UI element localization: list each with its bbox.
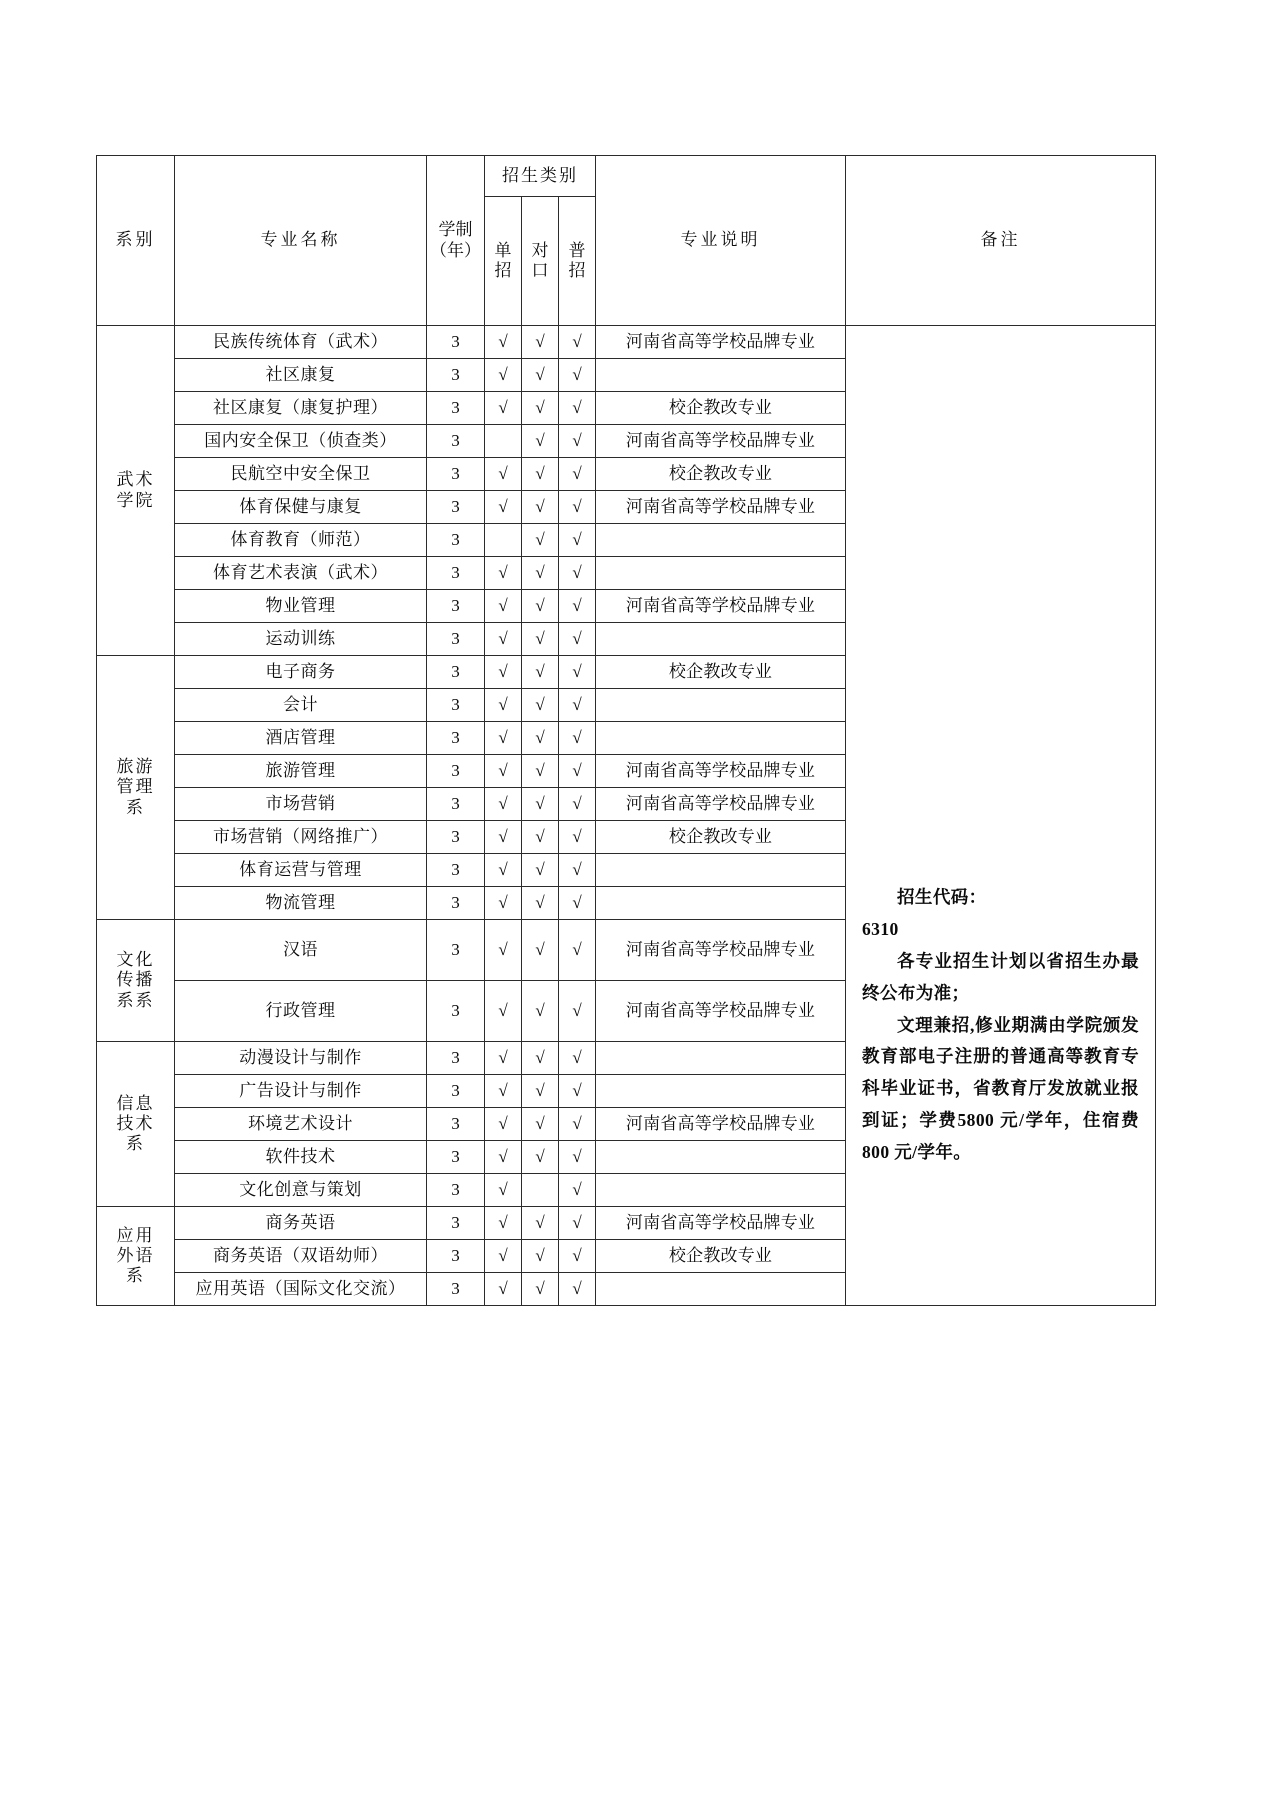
study-years-cell: 3: [427, 458, 485, 491]
checkmark-danzhao: [485, 854, 522, 887]
checkmark-danzhao: [485, 722, 522, 755]
checkmark-puzhao: [559, 524, 596, 557]
study-years-cell: 3: [427, 981, 485, 1042]
check-icon: √: [535, 939, 545, 959]
dept-name-line: 技术: [116, 1113, 155, 1133]
check-icon: √: [572, 496, 582, 516]
check-icon: √: [498, 364, 508, 384]
major-name-cell: 体育教育（师范）: [175, 524, 427, 557]
enrollment-table: [96, 155, 1156, 1306]
study-years-cell: 3: [427, 1042, 485, 1075]
study-years-cell: 3: [427, 920, 485, 981]
checkmark-danzhao: [485, 1174, 522, 1207]
header-remark: 备注: [846, 156, 1156, 326]
check-icon: √: [535, 496, 545, 516]
checkmark-duikou: [522, 854, 559, 887]
check-icon: √: [572, 1080, 582, 1100]
check-icon: √: [535, 859, 545, 879]
major-name-cell: 物流管理: [175, 887, 427, 920]
major-name-cell: 环境艺术设计: [175, 1108, 427, 1141]
checkmark-danzhao: [485, 887, 522, 920]
remark-cell: [846, 326, 1156, 1306]
study-years-cell: 3: [427, 1108, 485, 1141]
study-years-cell: 3: [427, 1141, 485, 1174]
major-description-cell: [596, 1174, 846, 1207]
checkmark-duikou: [522, 359, 559, 392]
checkmark-puzhao: [559, 425, 596, 458]
check-icon: √: [498, 628, 508, 648]
checkmark-duikou: [522, 326, 559, 359]
checkmark-puzhao: [559, 689, 596, 722]
dept-name-line: 系: [126, 1134, 145, 1154]
checkmark-puzhao: [559, 1207, 596, 1240]
check-icon: √: [498, 397, 508, 417]
header-cat-duikou-l2: 口: [531, 261, 549, 280]
major-description-cell: [596, 1141, 846, 1174]
dept-cell: [97, 1042, 175, 1207]
study-years-cell: 3: [427, 788, 485, 821]
check-icon: √: [498, 939, 508, 959]
check-icon: √: [572, 793, 582, 813]
major-description-cell: [596, 854, 846, 887]
dept-name-line: 系系: [116, 990, 155, 1010]
check-icon: √: [572, 760, 582, 780]
checkmark-duikou: [522, 920, 559, 981]
check-icon: √: [498, 562, 508, 582]
study-years-cell: 3: [427, 524, 485, 557]
dept-name-line: 学院: [116, 490, 155, 510]
check-icon: √: [572, 1245, 582, 1265]
major-description-cell: 河南省高等学校品牌专业: [596, 755, 846, 788]
major-description-cell: [596, 1042, 846, 1075]
major-name-cell: 物业管理: [175, 590, 427, 623]
check-icon: √: [535, 1000, 545, 1020]
major-name-cell: 运动训练: [175, 623, 427, 656]
checkmark-puzhao: [559, 1108, 596, 1141]
checkmark-puzhao: [559, 656, 596, 689]
study-years-cell: 3: [427, 590, 485, 623]
check-icon: √: [535, 892, 545, 912]
check-icon: √: [535, 430, 545, 450]
major-description-cell: 校企教改专业: [596, 656, 846, 689]
check-icon: √: [498, 727, 508, 747]
major-description-cell: [596, 689, 846, 722]
major-description-cell: [596, 722, 846, 755]
major-description-cell: [596, 1273, 846, 1306]
study-years-cell: 3: [427, 689, 485, 722]
check-icon: √: [572, 1278, 582, 1298]
checkmark-duikou: [522, 755, 559, 788]
check-icon: √: [535, 364, 545, 384]
checkmark-duikou: [522, 656, 559, 689]
remark-paragraph-2: 文理兼招,修业期满由学院颁发教育部电子注册的普通高等教育专科毕业证书，省教育厅发放就业报到证；学费5800 元/学年，住宿费800 元/学年。: [862, 1014, 1140, 1162]
header-years: [427, 156, 485, 326]
checkmark-danzhao: [485, 623, 522, 656]
checkmark-duikou: [522, 392, 559, 425]
checkmark-danzhao: [485, 458, 522, 491]
major-description-cell: [596, 359, 846, 392]
checkmark-danzhao: [485, 1042, 522, 1075]
dept-cell: [97, 326, 175, 656]
checkmark-danzhao: [485, 1207, 522, 1240]
checkmark-danzhao: [485, 1108, 522, 1141]
major-name-cell: 民航空中安全保卫: [175, 458, 427, 491]
checkmark-duikou: [522, 1174, 559, 1207]
major-description-cell: [596, 524, 846, 557]
major-description-cell: 校企教改专业: [596, 458, 846, 491]
check-icon: √: [498, 793, 508, 813]
checkmark-danzhao: [485, 755, 522, 788]
major-name-cell: 社区康复: [175, 359, 427, 392]
header-cat-danzhao-l1: 单: [494, 240, 512, 260]
dept-name-line: 武术: [116, 470, 155, 490]
check-icon: √: [572, 562, 582, 582]
check-icon: √: [498, 760, 508, 780]
check-icon: √: [498, 1047, 508, 1067]
checkmark-duikou: [522, 425, 559, 458]
checkmark-puzhao: [559, 359, 596, 392]
study-years-cell: 3: [427, 854, 485, 887]
checkmark-danzhao: [485, 425, 522, 458]
checkmark-puzhao: [559, 557, 596, 590]
checkmark-puzhao: [559, 920, 596, 981]
header-dept: 系别: [97, 156, 175, 326]
check-icon: √: [535, 760, 545, 780]
study-years-cell: 3: [427, 392, 485, 425]
checkmark-danzhao: [485, 656, 522, 689]
major-description-cell: 河南省高等学校品牌专业: [596, 590, 846, 623]
study-years-cell: 3: [427, 1273, 485, 1306]
check-icon: √: [572, 1000, 582, 1020]
major-name-cell: 广告设计与制作: [175, 1075, 427, 1108]
checkmark-puzhao: [559, 1042, 596, 1075]
major-name-cell: 民族传统体育（武术）: [175, 326, 427, 359]
checkmark-puzhao: [559, 1141, 596, 1174]
study-years-cell: 3: [427, 656, 485, 689]
major-name-cell: 商务英语: [175, 1207, 427, 1240]
dept-name-line: 管理: [116, 777, 155, 797]
checkmark-danzhao: [485, 1240, 522, 1273]
check-icon: √: [572, 859, 582, 879]
dept-cell: [97, 656, 175, 920]
header-row-1: [97, 156, 1156, 197]
study-years-cell: 3: [427, 623, 485, 656]
dept-name-line: 旅游: [116, 757, 155, 777]
study-years-cell: 3: [427, 1174, 485, 1207]
check-icon: √: [498, 826, 508, 846]
check-icon: √: [535, 1113, 545, 1133]
checkmark-danzhao: [485, 359, 522, 392]
study-years-cell: 3: [427, 491, 485, 524]
major-description-cell: 河南省高等学校品牌专业: [596, 1207, 846, 1240]
check-icon: √: [498, 661, 508, 681]
checkmark-danzhao: [485, 689, 522, 722]
checkmark-danzhao: [485, 981, 522, 1042]
checkmark-puzhao: [559, 722, 596, 755]
table-row: [97, 326, 1156, 359]
checkmark-duikou: [522, 689, 559, 722]
major-name-cell: 旅游管理: [175, 755, 427, 788]
header-cat-danzhao: [485, 197, 522, 326]
check-icon: √: [572, 939, 582, 959]
check-icon: √: [572, 1047, 582, 1067]
checkmark-puzhao: [559, 491, 596, 524]
check-icon: √: [572, 430, 582, 450]
major-name-cell: 行政管理: [175, 981, 427, 1042]
check-icon: √: [535, 628, 545, 648]
checkmark-danzhao: [485, 590, 522, 623]
study-years-cell: 3: [427, 326, 485, 359]
checkmark-danzhao: [485, 821, 522, 854]
checkmark-duikou: [522, 821, 559, 854]
checkmark-danzhao: [485, 1141, 522, 1174]
major-description-cell: 河南省高等学校品牌专业: [596, 491, 846, 524]
check-icon: √: [572, 661, 582, 681]
checkmark-puzhao: [559, 821, 596, 854]
major-description-cell: [596, 1075, 846, 1108]
checkmark-duikou: [522, 557, 559, 590]
check-icon: √: [572, 1146, 582, 1166]
check-icon: √: [535, 463, 545, 483]
check-icon: √: [535, 331, 545, 351]
major-name-cell: 体育运营与管理: [175, 854, 427, 887]
major-name-cell: 商务英语（双语幼师）: [175, 1240, 427, 1273]
study-years-cell: 3: [427, 1240, 485, 1273]
check-icon: √: [572, 1212, 582, 1232]
checkmark-danzhao: [485, 920, 522, 981]
check-icon: √: [535, 529, 545, 549]
checkmark-duikou: [522, 458, 559, 491]
check-icon: √: [535, 793, 545, 813]
dept-cell: [97, 1207, 175, 1306]
checkmark-duikou: [522, 491, 559, 524]
major-description-cell: 河南省高等学校品牌专业: [596, 425, 846, 458]
check-icon: √: [572, 892, 582, 912]
checkmark-puzhao: [559, 854, 596, 887]
checkmark-duikou: [522, 722, 559, 755]
check-icon: √: [498, 1000, 508, 1020]
check-icon: √: [498, 496, 508, 516]
check-icon: √: [535, 727, 545, 747]
major-name-cell: 动漫设计与制作: [175, 1042, 427, 1075]
dept-name-line: 信息: [116, 1093, 155, 1113]
check-icon: √: [498, 859, 508, 879]
major-name-cell: 酒店管理: [175, 722, 427, 755]
major-name-cell: 电子商务: [175, 656, 427, 689]
check-icon: √: [572, 397, 582, 417]
check-icon: √: [535, 1080, 545, 1100]
major-description-cell: 河南省高等学校品牌专业: [596, 1108, 846, 1141]
checkmark-duikou: [522, 590, 559, 623]
remark-paragraph-1: 各专业招生计划以省招生办最终公布为准；: [862, 950, 1140, 1003]
checkmark-puzhao: [559, 458, 596, 491]
dept-name-line: 应用: [116, 1225, 155, 1245]
major-description-cell: 校企教改专业: [596, 392, 846, 425]
header-major: 专业名称: [175, 156, 427, 326]
checkmark-danzhao: [485, 524, 522, 557]
checkmark-duikou: [522, 981, 559, 1042]
checkmark-puzhao: [559, 981, 596, 1042]
check-icon: √: [498, 331, 508, 351]
checkmark-puzhao: [559, 755, 596, 788]
major-name-cell: 文化创意与策划: [175, 1174, 427, 1207]
check-icon: √: [498, 463, 508, 483]
major-description-cell: 河南省高等学校品牌专业: [596, 920, 846, 981]
check-icon: √: [535, 1047, 545, 1067]
check-icon: √: [498, 1278, 508, 1298]
check-icon: √: [535, 1212, 545, 1232]
check-icon: √: [535, 1245, 545, 1265]
check-icon: √: [498, 1080, 508, 1100]
checkmark-puzhao: [559, 590, 596, 623]
check-icon: √: [535, 562, 545, 582]
checkmark-duikou: [522, 788, 559, 821]
checkmark-danzhao: [485, 1075, 522, 1108]
major-description-cell: [596, 623, 846, 656]
checkmark-duikou: [522, 524, 559, 557]
check-icon: √: [572, 595, 582, 615]
header-years-line2: （年）: [430, 240, 481, 260]
check-icon: √: [572, 628, 582, 648]
checkmark-puzhao: [559, 887, 596, 920]
major-name-cell: 体育保健与康复: [175, 491, 427, 524]
study-years-cell: 3: [427, 425, 485, 458]
table-body: [97, 326, 1156, 1306]
check-icon: √: [535, 826, 545, 846]
major-description-cell: [596, 887, 846, 920]
study-years-cell: 3: [427, 1207, 485, 1240]
check-icon: √: [535, 1146, 545, 1166]
check-icon: √: [572, 694, 582, 714]
check-icon: √: [498, 1113, 508, 1133]
header-cat-duikou-l1: 对: [531, 240, 549, 260]
header-cat-danzhao-l2: 招: [494, 261, 512, 280]
major-name-cell: 软件技术: [175, 1141, 427, 1174]
checkmark-puzhao: [559, 1240, 596, 1273]
study-years-cell: 3: [427, 359, 485, 392]
remark-content: [846, 462, 1155, 1169]
check-icon: √: [572, 529, 582, 549]
check-icon: √: [572, 1113, 582, 1133]
header-cat-puzhao: [559, 197, 596, 326]
major-name-cell: 会计: [175, 689, 427, 722]
checkmark-danzhao: [485, 392, 522, 425]
header-category-group: 招生类别: [485, 156, 596, 197]
checkmark-puzhao: [559, 788, 596, 821]
dept-name-line: 系: [126, 1266, 145, 1286]
check-icon: √: [535, 595, 545, 615]
enrollment-table-container: [96, 155, 1155, 1306]
checkmark-duikou: [522, 1273, 559, 1306]
checkmark-danzhao: [485, 557, 522, 590]
study-years-cell: 3: [427, 887, 485, 920]
major-description-cell: [596, 557, 846, 590]
checkmark-danzhao: [485, 491, 522, 524]
study-years-cell: 3: [427, 755, 485, 788]
major-name-cell: 体育艺术表演（武术）: [175, 557, 427, 590]
check-icon: √: [535, 1278, 545, 1298]
checkmark-duikou: [522, 887, 559, 920]
major-name-cell: 汉语: [175, 920, 427, 981]
checkmark-duikou: [522, 1108, 559, 1141]
header-cat-duikou: [522, 197, 559, 326]
checkmark-duikou: [522, 1141, 559, 1174]
study-years-cell: 3: [427, 722, 485, 755]
major-description-cell: 校企教改专业: [596, 821, 846, 854]
major-description-cell: 河南省高等学校品牌专业: [596, 788, 846, 821]
major-name-cell: 市场营销（网络推广）: [175, 821, 427, 854]
checkmark-puzhao: [559, 623, 596, 656]
major-description-cell: 河南省高等学校品牌专业: [596, 981, 846, 1042]
checkmark-duikou: [522, 1075, 559, 1108]
check-icon: √: [572, 364, 582, 384]
dept-name-line: 外语: [116, 1245, 155, 1265]
check-icon: √: [572, 826, 582, 846]
checkmark-puzhao: [559, 326, 596, 359]
header-desc: 专业说明: [596, 156, 846, 326]
study-years-cell: 3: [427, 821, 485, 854]
checkmark-puzhao: [559, 392, 596, 425]
check-icon: √: [498, 1146, 508, 1166]
check-icon: √: [535, 661, 545, 681]
major-name-cell: 国内安全保卫（侦查类）: [175, 425, 427, 458]
dept-name-line: 传播: [116, 970, 155, 990]
check-icon: √: [498, 892, 508, 912]
dept-name-line: 系: [126, 797, 145, 817]
header-years-line1: 学制: [438, 220, 473, 240]
check-icon: √: [498, 1212, 508, 1232]
major-name-cell: 市场营销: [175, 788, 427, 821]
check-icon: √: [572, 463, 582, 483]
checkmark-puzhao: [559, 1273, 596, 1306]
check-icon: √: [572, 1179, 582, 1199]
remark-code-value: 6310: [862, 919, 899, 940]
table-header: [97, 156, 1156, 326]
check-icon: √: [572, 727, 582, 747]
checkmark-duikou: [522, 1240, 559, 1273]
checkmark-danzhao: [485, 326, 522, 359]
checkmark-duikou: [522, 1207, 559, 1240]
study-years-cell: 3: [427, 557, 485, 590]
check-icon: √: [498, 1179, 508, 1199]
checkmark-puzhao: [559, 1075, 596, 1108]
check-icon: √: [498, 595, 508, 615]
checkmark-danzhao: [485, 788, 522, 821]
dept-cell: [97, 920, 175, 1042]
check-icon: √: [535, 694, 545, 714]
major-name-cell: 应用英语（国际文化交流）: [175, 1273, 427, 1306]
checkmark-duikou: [522, 1042, 559, 1075]
header-cat-puzhao-l1: 普: [568, 240, 586, 260]
header-cat-puzhao-l2: 招: [568, 261, 586, 280]
major-description-cell: 校企教改专业: [596, 1240, 846, 1273]
checkmark-puzhao: [559, 1174, 596, 1207]
checkmark-duikou: [522, 623, 559, 656]
study-years-cell: 3: [427, 1075, 485, 1108]
remark-code-label: 招生代码：: [897, 887, 987, 908]
dept-name-line: 文化: [116, 950, 155, 970]
check-icon: √: [572, 331, 582, 351]
check-icon: √: [498, 694, 508, 714]
check-icon: √: [498, 1245, 508, 1265]
check-icon: √: [535, 397, 545, 417]
major-description-cell: 河南省高等学校品牌专业: [596, 326, 846, 359]
checkmark-danzhao: [485, 1273, 522, 1306]
major-name-cell: 社区康复（康复护理）: [175, 392, 427, 425]
